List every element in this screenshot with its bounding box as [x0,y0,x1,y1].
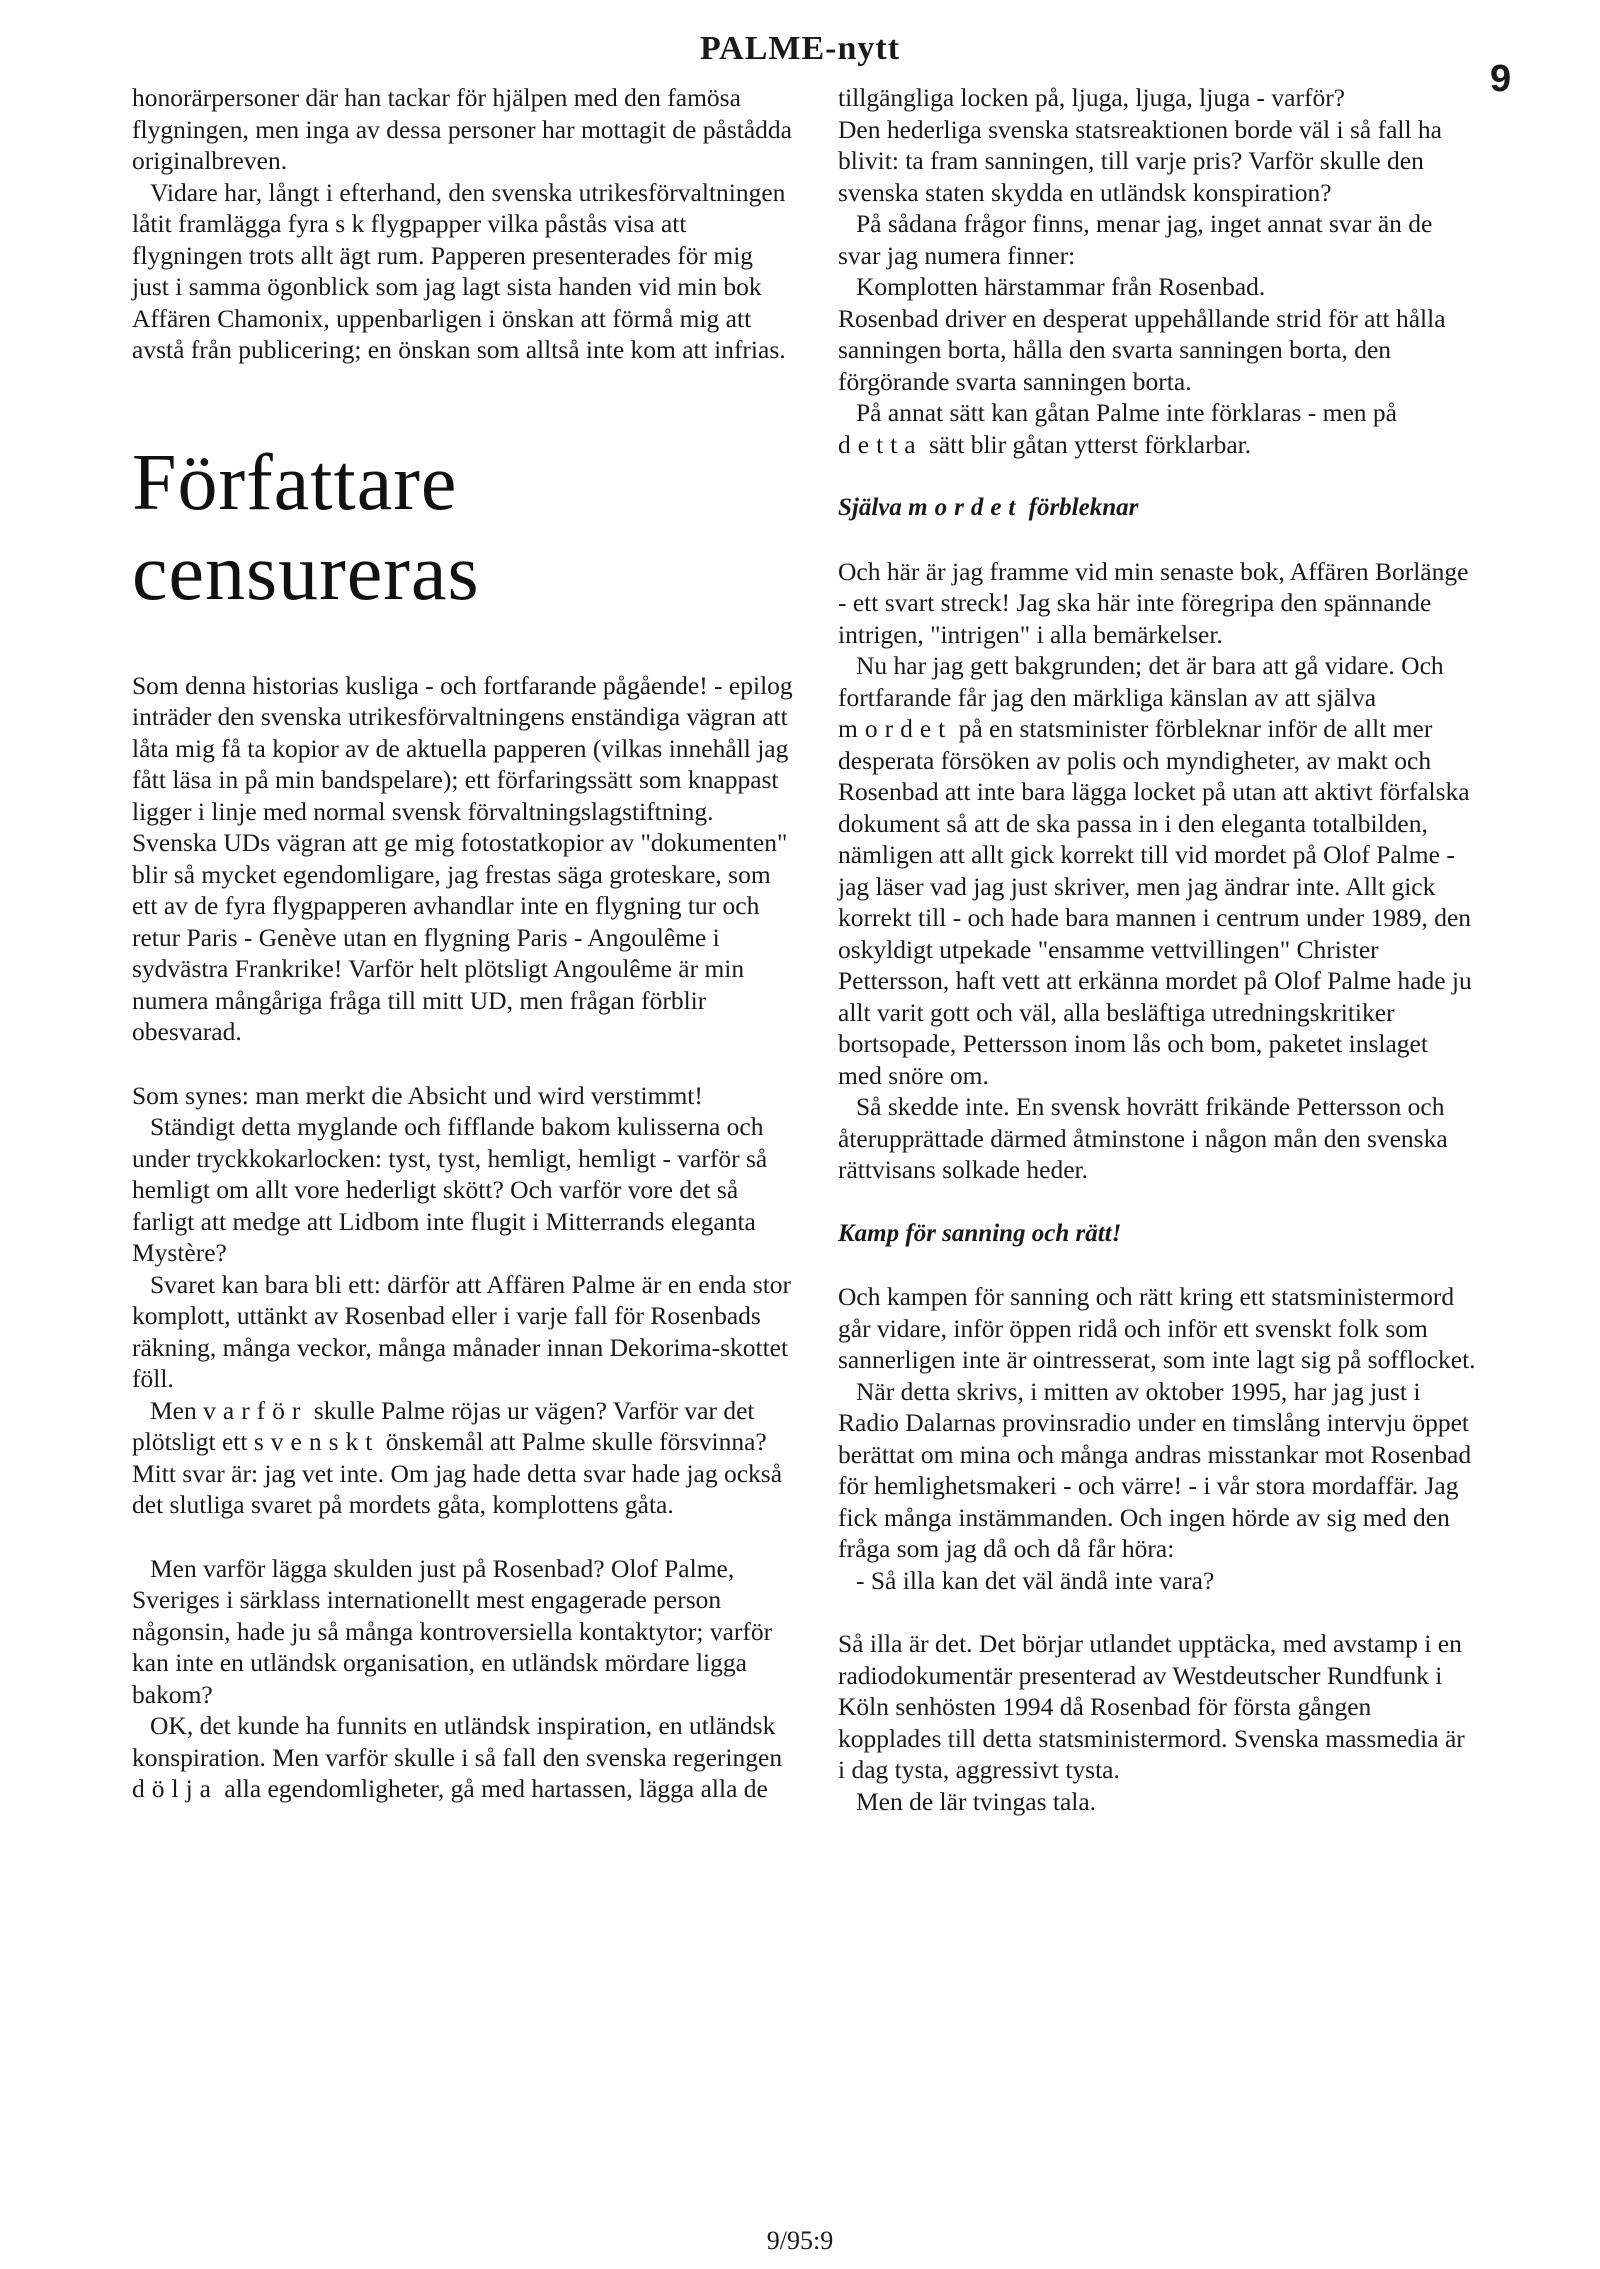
paragraph: Som denna historias kusliga - och fortfarande pågående! - epilog inträder den svenska utrikesförvaltningens enständiga vägran att låta mig få ta kopior av de aktuella papperen (vilkas innehåll jag fått läsa in på min bandspelare); ett förfaringssätt som knappast ligger i linje med normal svensk förvaltningslagstiftning. Svenska UDs vägran att ge mig fotostatkopior av "dokumenten" blir så mycket egendomligare, jag frestas säga groteskare, som ett av de fyra flygpapperen avhandlar inte en flygning tur och retur Paris - Genève utan en flygning Paris - Angoulême i sydvästra Frankrike! Varför helt plötsligt Angoulême är min numera mångåriga fråga till mitt UD, men frågan förblir obesvarad. [132,670,793,1046]
paragraph: Men varför skulle Palme röjas ur vägen? Varför var det plötsligt ett svenskt önskemål att Palme skulle försvinna? Mitt svar är: jag vet inte. Om jag hade detta svar hade jag också det slutliga svaret på mordets gåta, komplottens gåta. [132,1395,783,1519]
emphasis: dölja [132,1774,218,1803]
emphasis: svenskt [253,1427,380,1456]
paragraph: honorärpersoner där han tackar för hjälpen med den famösa flygningen, men inga av dessa personer har mottagit de påstådda originalbreven. [132,83,792,175]
article-headline [132,438,794,618]
issue-footer: 9/95:9 [766,2226,834,2255]
page-number: 9 [1490,58,1512,100]
paragraph: Så illa är det. Det börjar utlandet upptäcka, med avstamp i en radiodokumentär presenterad av Westdeutscher Rundfunk i Köln senhösten 1994 då Rosenbad för första gången kopplades till detta statsministermord. Svenska massmedia är i dag tysta, aggressivt tysta. [838,1629,1465,1784]
paragraph: Och här är jag framme vid min senaste bok, Affären Borlänge - ett svart streck! Jag ska här inte föregripa den spännande intrigen, "intrigen" i alla bemärkelser. [838,556,1469,649]
right-column [838,82,1478,1817]
paragraph: Den hederliga svenska statsreaktionen borde väl i så fall ha blivit: ta fram sanningen, till varje pris? Varför skulle den svenska staten skydda en utländsk konspiration? [838,114,1442,207]
emphasis: mordet [838,714,953,743]
paragraph: Komplotten härstammar från Rosenbad. [856,272,1266,301]
paragraph: På annat sätt kan gåtan Palme inte förklaras - men på detta sätt blir gåtan ytterst förklarbar. [838,398,1397,459]
paragraph: - Så illa kan det väl ändå inte vara? [856,1565,1215,1595]
paragraph: På sådana frågor finns, menar jag, inget annat svar än de svar jag numera finner: [838,209,1433,270]
paragraph: Så skedde inte. En svensk hovrätt frikände Pettersson och återupprättade därmed åtminstone i någon mån den svenska rättvisans solkade heder. [838,1092,1448,1184]
paragraph: När detta skrivs, i mitten av oktober 1995, har jag just i Radio Dalarnas provinsradio under en timslång intervju öppet berättat om mina och många andras misstankar mot Rosenbad för hemlighetsmakeri - och värre! - i vår stora mordaffär. Jag fick många instämmanden. Och ingen hörde av sig med den fråga som jag då och då får höra: [838,1376,1472,1563]
emphasis: detta [838,429,923,459]
paragraph: Men varför lägga skulden just på Rosenbad? Olof Palme, Sveriges i särklass internationellt mest engagerade person någonsin, hade ju så många kontroversiella kontaktytor; varför kan inte en utländsk organisation, en utländsk mördare ligga bakom? [132,1553,773,1709]
emphasis: varför [203,1395,308,1425]
section-subheading: Kamp för sanning och rätt! [838,1219,1122,1247]
headline-line-1: Författare [132,438,458,527]
paragraph: Svaret kan bara bli ett: därför att Affären Palme är en enda stor komplott, uttänkt av Rosenbad eller i varje fall för Rosenbads räkning, många veckor, många månader innan Dekorima-skottet föll. [132,1269,792,1393]
section-subheading: Själva mordet förbleknar [838,494,1139,521]
paragraph: Vidare har, långt i efterhand, den svenska utrikesförvaltningen låtit framlägga fyra s k flygpapper vilka påstås visa att flygningen trots allt ägt rum. Papperen presenterades för mig just i samma ögonblick som jag lagt sista handen vid min bok Affären Chamonix, uppenbarligen i önskan att förmå mig att avstå från publicering; en önskan som alltså inte kom att infrias. [132,177,786,364]
paragraph: Och kampen för sanning och rätt kring ett statsministermord går vidare, inför öppen ridå och inför ett svenskt folk som sannerligen inte är ointresserat, som inte lagt sig på sofflocket. [838,1282,1476,1374]
paragraph: Ständigt detta myglande och fifflande bakom kulisserna och under tryckkokarlocken: tyst, tyst, hemligt, hemligt - varför så hemligt om allt vore hederligt skött? Och varför vore det så farligt att medge att Lidbom inte flugit i Mitterrands eleganta Mystère? [132,1112,768,1267]
masthead: PALME-nytt [699,30,901,67]
paragraph: Som synes: man merkt die Absicht und wird verstimmt! [132,1080,703,1110]
paragraph: Rosenbad driver en desperat uppehållande strid för att hålla sanningen borta, hålla den svarta sanningen borta, den förgörande svarta sanningen borta. [838,303,1446,396]
left-column [132,82,794,1805]
paragraph: Men de lär tvingas tala. [856,1786,1097,1816]
paragraph: OK, det kunde ha funnits en utländsk inspiration, en utländsk konspiration. Men varför skulle i så fall den svenska regeringen dölja alla egendomligheter, gå med hartassen, lägga alla de [132,1711,783,1803]
paragraph: tillgängliga locken på, ljuga, ljuga, ljuga - varför? [838,83,1345,112]
paragraph: Nu har jag gett bakgrunden; det är bara att gå vidare. Och fortfarande får jag den märkliga känslan av att själva mordet på en statsminister förbleknar inför de allt mer desperata försöken av polis och myndigheter, av makt och Rosenbad att inte bara lägga locket på utan att aktivt förfalska dokument så att de ska passa in i den eleganta totalbilden, nämligen att allt gick korrekt till vid mordet på Olof Palme - jag läser vad jag just skriver, men jag ändrar inte. Allt gick korrekt till - och hade bara mannen i centrum under 1989, den oskyldigt utpekade "ensamme vettvillingen" Christer Pettersson, haft vett att erkänna mordet på Olof Palme hade ju allt varit gott och väl, alla besläftiga utredningskritiker bortsopade, Pettersson inom lås och bom, paketet inslaget med snöre om. [838,651,1472,1090]
headline-line-2: censureras [132,528,480,617]
